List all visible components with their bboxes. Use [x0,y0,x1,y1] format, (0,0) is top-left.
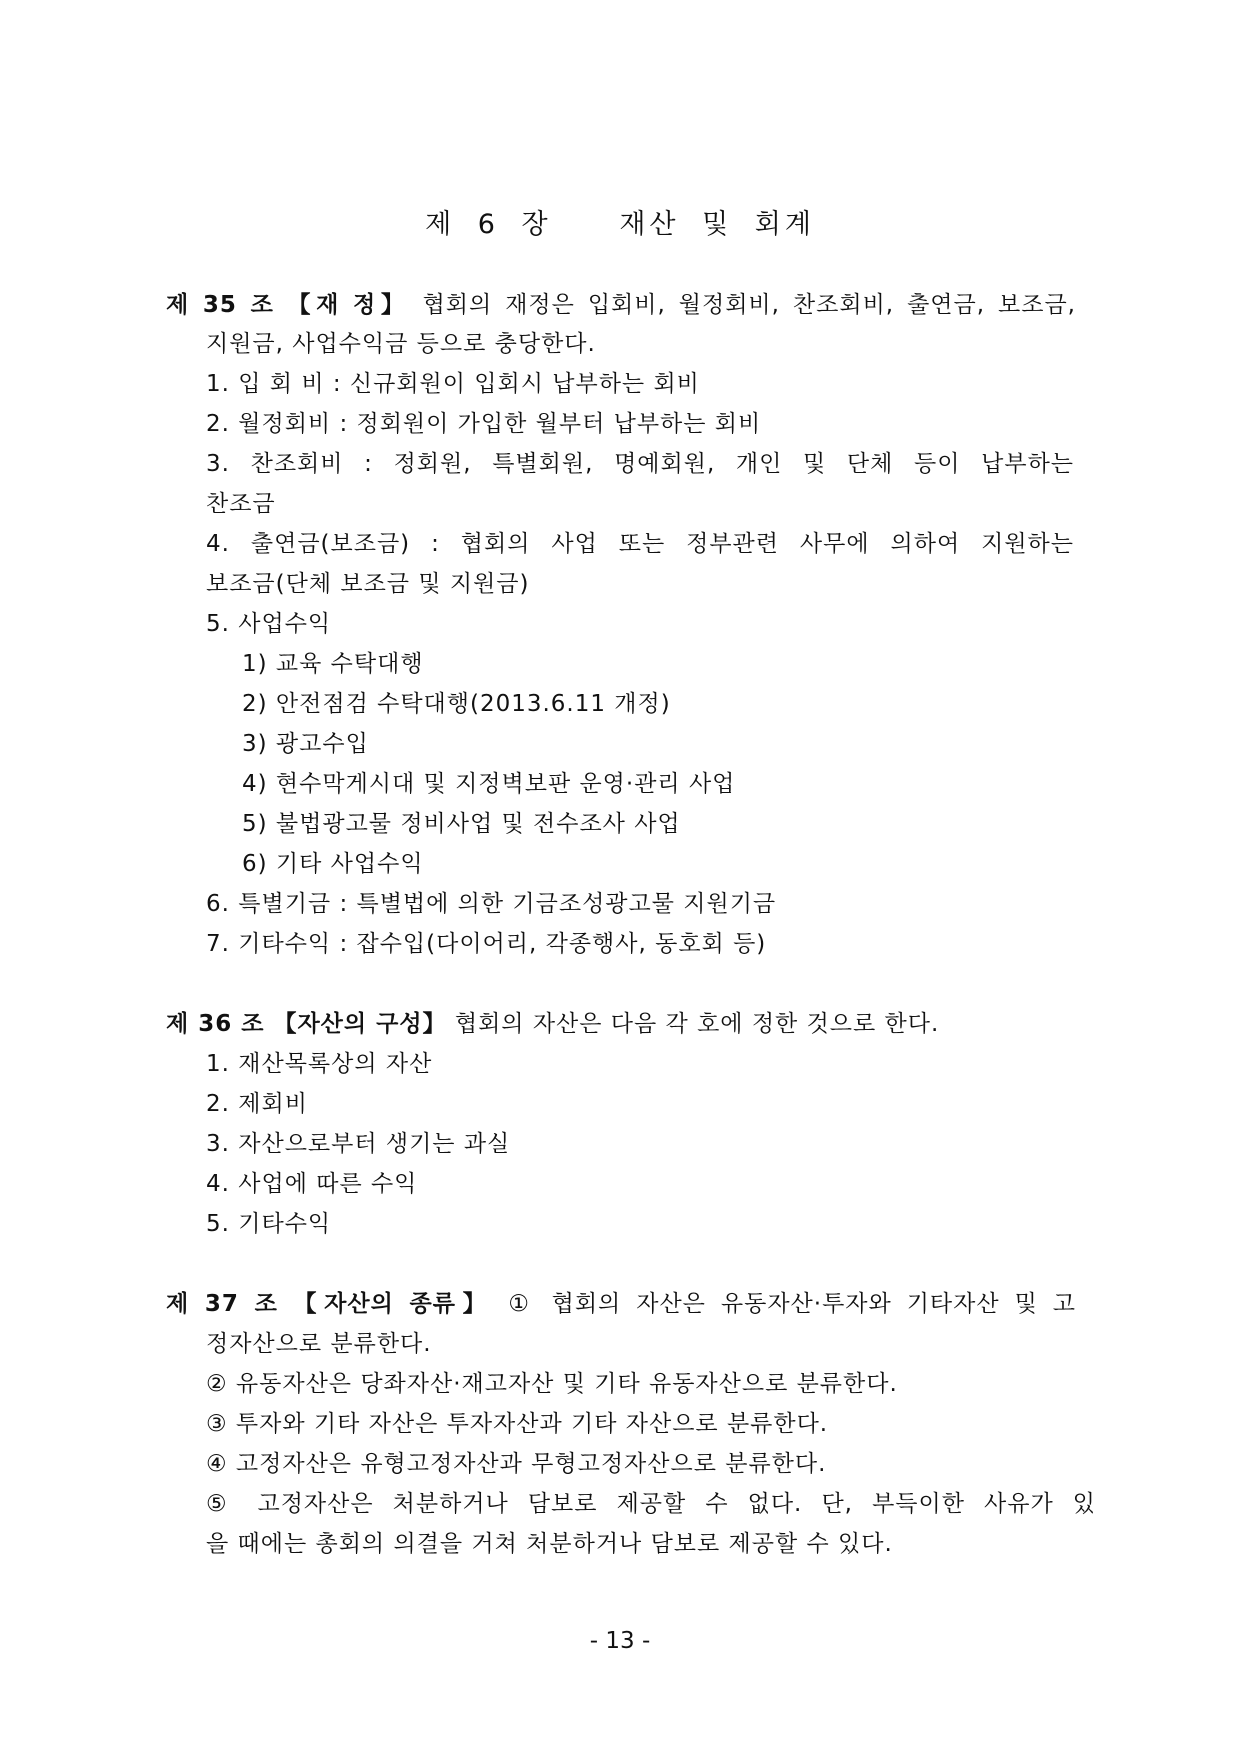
article-37-para-1-line-2: 정자산으로 분류한다. [206,1331,432,1357]
article-35-heading: 제 35 조 【재 정】 [166,292,410,318]
article-35-item-2: 2. 월정회비 : 정회원이 가입한 월부터 납부하는 회비 [206,411,762,437]
article-36-item-1: 1. 재산목록상의 자산 [206,1051,433,1077]
article-37-para-2: ② 유동자산은 당좌자산·재고자산 및 기타 유동자산으로 분류한다. [206,1371,898,1397]
article-35-item-6: 6. 특별기금 : 특별법에 의한 기금조성광고물 지원기금 [206,891,777,917]
article-35-sub-1: 1) 교육 수탁대행 [242,651,424,677]
article-36-heading: 제 36 조 【자산의 구성】 [166,1011,447,1037]
article-35-intro-1: 협회의 재정은 입회비, 월정회비, 찬조회비, 출연금, 보조금, [422,292,1076,318]
article-37-para-1-line-1: ① 협회의 자산은 유동자산·투자와 기타자산 및 고 [508,1291,1076,1317]
article-35-sub-2: 2) 안전점검 수탁대행(2013.6.11 개정) [242,691,671,717]
article-35-sub-3: 3) 광고수입 [242,731,369,757]
article-35-intro-2: 지원금, 사업수익금 등으로 충당한다. [206,331,596,357]
article-35-item-5: 5. 사업수익 [206,611,332,637]
article-35-item-4-line-2: 보조금(단체 보조금 및 지원금) [206,571,530,597]
article-37-para-4: ④ 고정자산은 유형고정자산과 무형고정자산으로 분류한다. [206,1451,827,1477]
chapter-title: 제 6 장 재산 및 회계 [425,209,815,240]
article-36-intro: 협회의 자산은 다음 각 호에 정한 것으로 한다. [454,1011,940,1037]
article-36-line-1 [166,1009,939,1039]
article-37-para-3: ③ 투자와 기타 자산은 투자자산과 기타 자산으로 분류한다. [206,1411,829,1437]
article-35-line-1 [166,290,1076,320]
article-35-sub-6: 6) 기타 사업수익 [242,851,424,877]
article-35-item-3-line-1: 3. 찬조회비 : 정회원, 특별회원, 명예회원, 개인 및 단체 등이 납부하는 [206,451,1074,477]
article-37-para-5-line-2: 을 때에는 총회의 의결을 거쳐 처분하거나 담보로 제공할 수 있다. [206,1531,893,1557]
article-37-heading: 제 37 조 【자산의 종류】 [166,1291,494,1317]
page-number: - 13 - [589,1628,651,1654]
article-35-sub-5: 5) 불법광고물 정비사업 및 전수조사 사업 [242,811,681,837]
article-37-line-1 [166,1289,1076,1319]
article-36-item-3: 3. 자산으로부터 생기는 과실 [206,1131,511,1157]
article-35-item-7: 7. 기타수익 : 잡수입(다이어리, 각종행사, 동호회 등) [206,931,767,957]
article-37-para-5-line-1: ⑤ 고정자산은 처분하거나 담보로 제공할 수 없다. 단, 부득이한 사유가 있 [206,1491,1096,1517]
article-35-sub-4: 4) 현수막게시대 및 지정벽보판 운영·관리 사업 [242,771,736,797]
article-35-item-1: 1. 입 회 비 : 신규회원이 입회시 납부하는 회비 [206,371,700,397]
article-36-item-5: 5. 기타수익 [206,1211,332,1237]
article-36-item-2: 2. 제회비 [206,1091,308,1117]
article-35-item-3-line-2: 찬조금 [206,491,276,517]
article-36-item-4: 4. 사업에 따른 수익 [206,1171,418,1197]
article-35-item-4-line-1: 4. 출연금(보조금) : 협회의 사업 또는 정부관련 사무에 의하여 지원하는 [206,531,1074,557]
